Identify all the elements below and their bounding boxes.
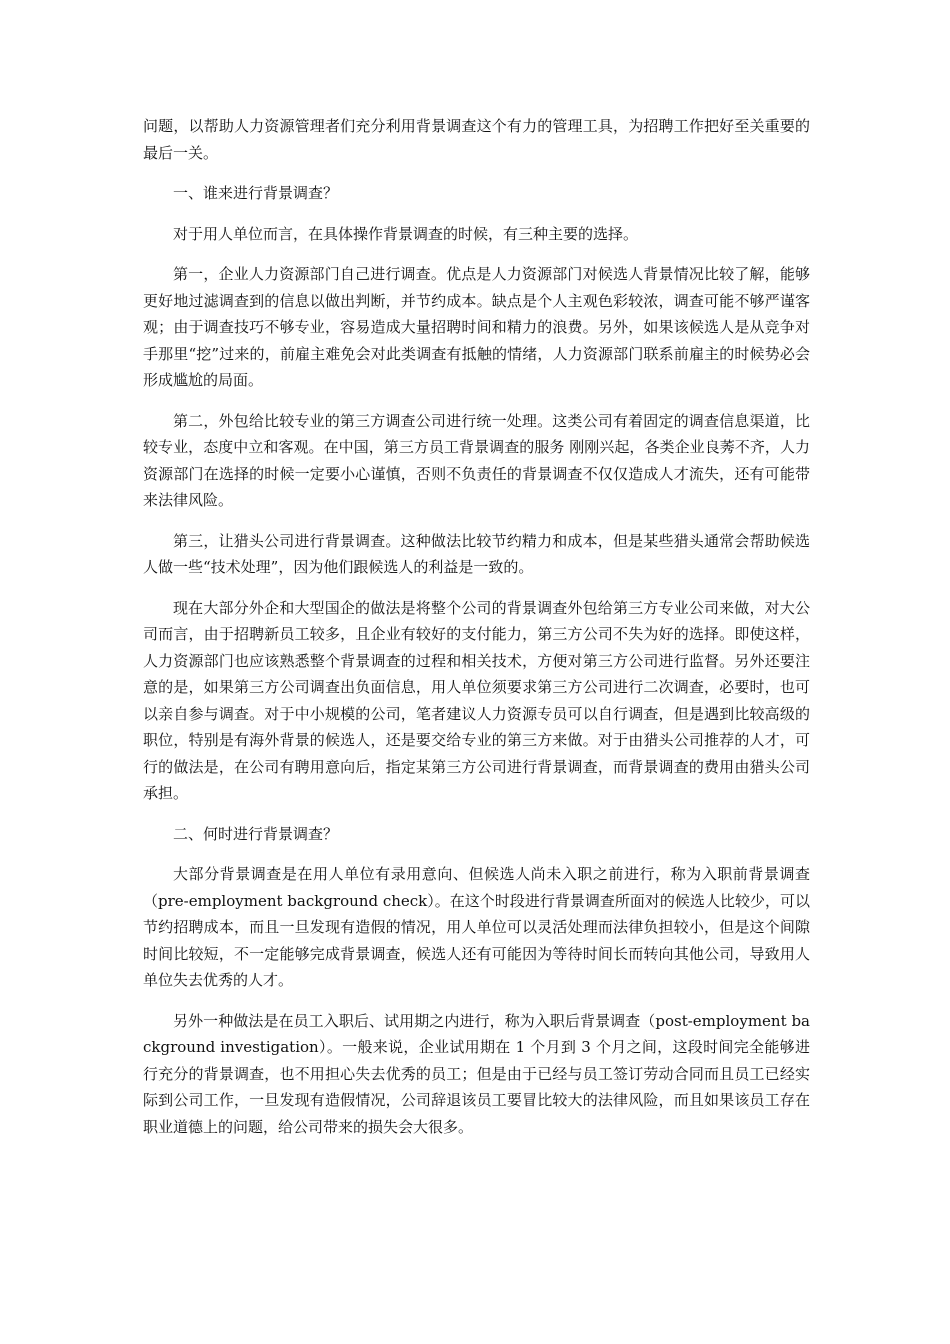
paragraph-three-choices: 对于用人单位而言，在具体操作背景调查的时候，有三种主要的选择。 xyxy=(173,224,639,243)
paragraph-current-practice: 现在大部分外企和大型国企的做法是将整个公司的背景调查外包给第三方专业公司来做，对大公司而言，由于招聘新员工较多，且企业有较好的支付能力，第三方公司不失为好的选择。即使这样，人力资源部门也应该熟悉整个背景调查的过程和相关技术，方便对第三方公司进行监督。另外还要注意的是，如果第三方公司调查出负面信息，用人单位须要求第三方公司进行二次调查，必要时，也可以亲自参与调查。对于中小规模的公司，笔者建议人力资源专员可以自行调查，但是遇到比较高级的职位，特别是有海外背景的候选人，还是要交给专业的第三方来做。对于由猎头公司推荐的人才，可行的做法是，在公司有聘用意向后，指定某第三方公司进行背景调查，而背景调查的费用由猎头公司承担。 xyxy=(143,598,810,802)
paragraph-pre-employment: 大部分背景调查是在用人单位有录用意向、但候选人尚未入职之前进行，称为入职前背景调查（pre-employment background check）。在这个时段进行背景调查所面对的候选人比较少，可以节约招聘成本，而且一旦发现有造假的情况，用人单位可以灵活处理而法律负担较小，但是这个间隙时间比较短，不一定能够完成背景调查，候选人还有可能因为等待时间长而转向其他公司，导致用人单位失去优秀的人才。 xyxy=(143,865,810,989)
section-heading-when: 二、何时进行背景调查？ xyxy=(173,824,339,843)
document-page xyxy=(143,113,810,1154)
paragraph-post-employment: 另外一种做法是在员工入职后、试用期之内进行，称为入职后背景调查（post-employment background investigation）。一般来说，企业试用期在 1 个月到 3 个月之间，这段时间完全能够进行充分的背景调查，也不用担心失去优秀的员工；但是由于已经与员工签订劳动合同而且员工已经实际到公司工作，一旦发现有造假情况，公司辞退该员工要冒比较大的法律风险，而且如果该员工存在职业道德上的问题，给公司带来的损失会大很多。 xyxy=(143,1011,810,1136)
paragraph-option-three: 第三，让猎头公司进行背景调查。这种做法比较节约精力和成本，但是某些猎头通常会帮助候选人做一些“技术处理”，因为他们跟候选人的利益是一致的。 xyxy=(143,531,810,576)
section-heading-who: 一、谁来进行背景调查？ xyxy=(173,184,339,202)
paragraph-option-one: 第一，企业人力资源部门自己进行调查。优点是人力资源部门对候选人背景情况比较了解，能够更好地过滤调查到的信息以做出判断，并节约成本。缺点是个人主观色彩较浓，调查可能不够严谨客观；由于调查技巧不够专业，容易造成大量招聘时间和精力的浪费。另外，如果该候选人是从竞争对手那里“挖”过来的，前雇主难免会对此类调查有抵触的情绪，人力资源部门联系前雇主的时候势必会形成尴尬的局面。 xyxy=(143,265,810,389)
paragraph-intro-continued: 问题，以帮助人力资源管理者们充分利用背景调查这个有力的管理工具，为招聘工作把好至关重要的最后一关。 xyxy=(143,117,810,162)
paragraph-option-two: 第二，外包给比较专业的第三方调查公司进行统一处理。这类公司有着固定的调查信息渠道，比较专业，态度中立和客观。在中国，第三方员工背景调查的服务 刚刚兴起，各类企业良莠不齐，人力资源部门在选择的时候一定要小心谨慎，否则不负责任的背景调查不仅仅造成人才流失，还有可能带来法律风险。 xyxy=(143,411,810,509)
